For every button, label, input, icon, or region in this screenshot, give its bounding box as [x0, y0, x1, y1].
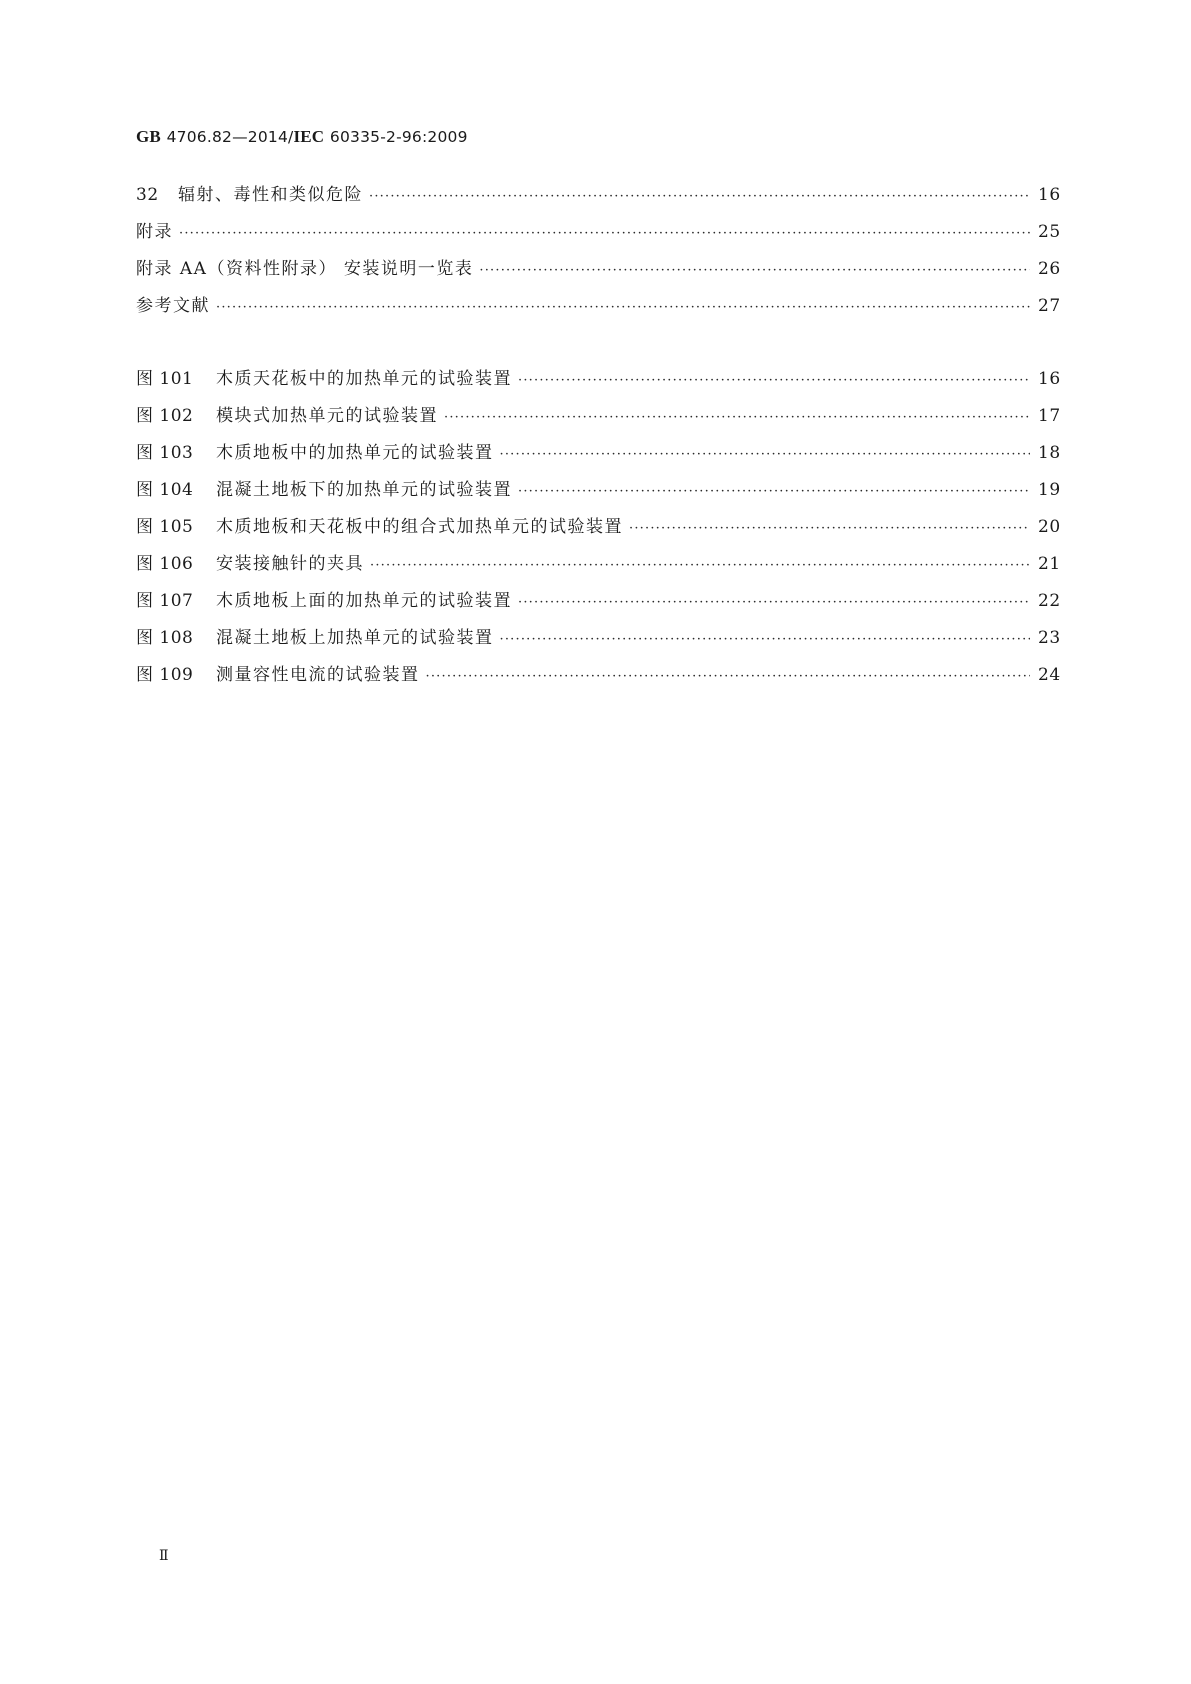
standard-number: 4706.82—2014/: [166, 128, 294, 146]
figure-entry[interactable]: [136, 549, 1060, 586]
figure-entry[interactable]: [136, 401, 1060, 438]
dot-leader: [216, 300, 1030, 315]
toc-entry-page: 27: [1038, 296, 1061, 316]
figure-entry[interactable]: [136, 364, 1060, 401]
dot-leader: [518, 484, 1030, 499]
dot-leader: [444, 410, 1030, 425]
dot-leader: [500, 447, 1031, 462]
figure-number: 图 105: [136, 517, 194, 537]
toc-entry[interactable]: [136, 217, 1060, 254]
figure-number: 图 106: [136, 554, 194, 574]
dot-leader: [629, 521, 1030, 536]
dot-leader: [370, 558, 1030, 573]
toc-entry-number: 32: [136, 185, 159, 205]
dot-leader: [518, 373, 1030, 388]
figure-number: 图 109: [136, 665, 194, 685]
figure-page: 16: [1038, 369, 1061, 389]
iec-code: IEC: [293, 127, 325, 146]
figure-entry[interactable]: [136, 660, 1060, 697]
figure-title: 木质地板和天花板中的组合式加热单元的试验装置: [216, 517, 623, 537]
figure-number: 图 107: [136, 591, 194, 611]
toc-entry-title: 参考文献: [136, 296, 210, 316]
figure-entry[interactable]: [136, 512, 1060, 549]
figure-title: 安装接触针的夹具: [216, 554, 364, 574]
table-of-contents: [136, 180, 1060, 328]
toc-entry-page: 26: [1038, 259, 1061, 279]
figure-page: 23: [1038, 628, 1061, 648]
figure-title: 混凝土地板下的加热单元的试验装置: [216, 480, 512, 500]
dot-leader: [518, 595, 1030, 610]
figure-entry[interactable]: [136, 586, 1060, 623]
dot-leader: [179, 226, 1030, 241]
toc-entry-title: 附录 AA（资料性附录） 安装说明一览表: [136, 259, 474, 279]
toc-entry[interactable]: [136, 291, 1060, 328]
figure-page: 17: [1038, 406, 1061, 426]
figure-number: 图 101: [136, 369, 194, 389]
figure-number: 图 103: [136, 443, 194, 463]
dot-leader: [426, 669, 1031, 684]
figure-entry[interactable]: [136, 475, 1060, 512]
figure-entry[interactable]: [136, 623, 1060, 660]
figure-title: 混凝土地板上加热单元的试验装置: [216, 628, 494, 648]
toc-entry-title: 附录: [136, 222, 173, 242]
standard-code: GB: [136, 127, 161, 146]
figure-page: 20: [1038, 517, 1061, 537]
figure-title: 测量容性电流的试验装置: [216, 665, 420, 685]
iec-number: 60335-2-96:2009: [329, 128, 468, 146]
figure-title: 模块式加热单元的试验装置: [216, 406, 438, 426]
figure-page: 18: [1038, 443, 1061, 463]
figure-page: 21: [1038, 554, 1061, 574]
toc-entry[interactable]: [136, 180, 1060, 217]
toc-entry[interactable]: [136, 254, 1060, 291]
figure-entry[interactable]: [136, 438, 1060, 475]
figure-title: 木质天花板中的加热单元的试验装置: [216, 369, 512, 389]
figure-page: 24: [1038, 665, 1061, 685]
figure-number: 图 108: [136, 628, 194, 648]
figure-page: 19: [1038, 480, 1061, 500]
dot-leader: [479, 263, 1030, 278]
toc-entry-title: 辐射、毒性和类似危险: [178, 185, 363, 205]
figure-number: 图 102: [136, 406, 194, 426]
figure-title: 木质地板中的加热单元的试验装置: [216, 443, 494, 463]
toc-entry-page: 25: [1038, 222, 1061, 242]
figure-number: 图 104: [136, 480, 194, 500]
figure-title: 木质地板上面的加热单元的试验装置: [216, 591, 512, 611]
page-number: Ⅱ: [159, 1549, 169, 1564]
toc-entry-page: 16: [1038, 185, 1061, 205]
dot-leader: [369, 189, 1030, 204]
figure-page: 22: [1038, 591, 1061, 611]
dot-leader: [500, 632, 1031, 647]
standard-header: [136, 126, 468, 148]
list-of-figures: [136, 364, 1060, 697]
